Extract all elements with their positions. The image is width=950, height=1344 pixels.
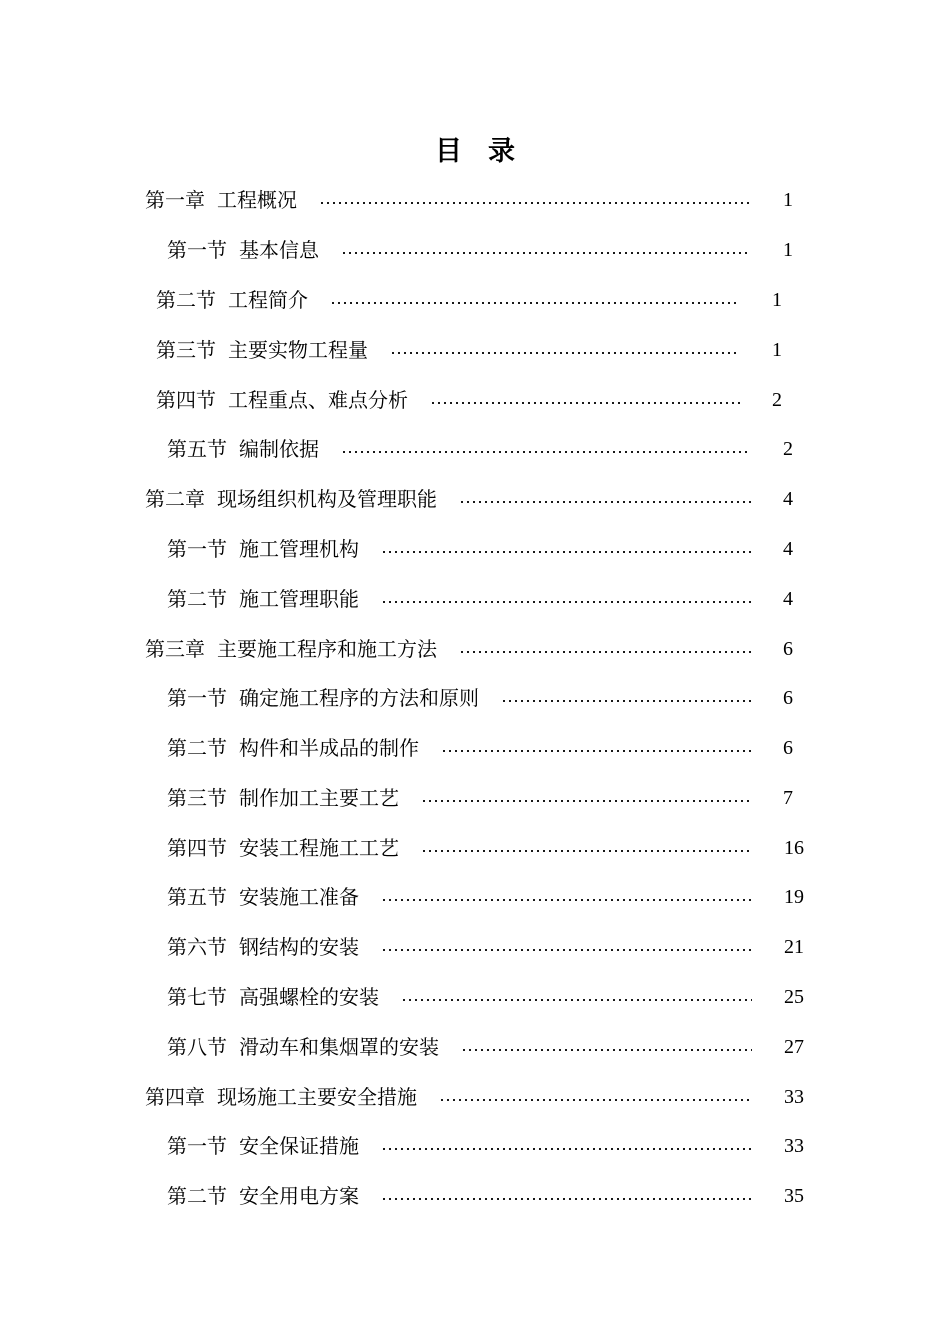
toc-entry-number: 第一节 — [167, 537, 227, 561]
toc-entry-title: 工程重点、难点分析 — [228, 388, 408, 412]
toc-dot-leader — [401, 980, 752, 1014]
toc-page-number: 6 — [783, 737, 793, 759]
toc-entry-number: 第三章 — [145, 637, 205, 661]
toc-entry-number: 第八节 — [167, 1035, 227, 1059]
toc-page-number: 19 — [784, 886, 804, 908]
toc-dot-leader — [390, 333, 740, 367]
toc-entry-section[interactable] — [167, 880, 806, 914]
toc-page-number: 1 — [772, 339, 782, 361]
toc-page-number: 2 — [772, 389, 782, 411]
toc-entry-section[interactable] — [167, 681, 795, 715]
toc-dot-leader — [381, 930, 752, 964]
toc-heading-char-1: 目 — [435, 136, 462, 167]
toc-entry-number: 第一章 — [145, 188, 205, 212]
toc-entry-title: 钢结构的安装 — [239, 935, 359, 959]
toc-entry-section[interactable] — [156, 333, 784, 367]
toc-dot-leader — [319, 183, 751, 217]
toc-page-number: 27 — [784, 1036, 804, 1058]
toc-entry-number: 第三节 — [156, 338, 216, 362]
toc-dot-leader — [381, 582, 751, 616]
toc-entry-title: 工程简介 — [228, 288, 308, 312]
toc-page-number: 33 — [784, 1135, 804, 1157]
toc-dot-leader — [341, 233, 751, 267]
toc-page-number: 4 — [783, 488, 793, 510]
toc-page-number: 4 — [783, 588, 793, 610]
toc-entry-title: 滑动车和集烟罩的安装 — [239, 1035, 439, 1059]
toc-page-number: 33 — [784, 1086, 804, 1108]
toc-heading — [0, 132, 950, 172]
toc-entry-number: 第六节 — [167, 935, 227, 959]
toc-entry-section[interactable] — [156, 283, 784, 317]
toc-entry-title: 制作加工主要工艺 — [239, 786, 399, 810]
toc-page-number: 1 — [783, 189, 793, 211]
toc-page-number: 21 — [784, 936, 804, 958]
toc-dot-leader — [330, 283, 740, 317]
toc-dot-leader — [501, 681, 751, 715]
toc-entry-section[interactable] — [167, 432, 795, 466]
toc-entry-section[interactable] — [167, 930, 806, 964]
toc-dot-leader — [381, 1179, 752, 1213]
toc-entry-number: 第四节 — [167, 836, 227, 860]
toc-entry-section[interactable] — [167, 731, 795, 765]
toc-entry-title: 构件和半成品的制作 — [239, 736, 419, 760]
toc-dot-leader — [461, 1030, 752, 1064]
toc-entry-number: 第一节 — [167, 1134, 227, 1158]
toc-dot-leader — [421, 781, 751, 815]
toc-page-number: 2 — [783, 438, 793, 460]
toc-entry-number: 第七节 — [167, 985, 227, 1009]
toc-page-number: 35 — [784, 1185, 804, 1207]
toc-entry-title: 安装工程施工工艺 — [239, 836, 399, 860]
toc-entry-title: 施工管理机构 — [239, 537, 359, 561]
toc-entry-section[interactable] — [167, 831, 806, 865]
toc-entry-chapter[interactable] — [145, 1080, 806, 1114]
toc-entry-number: 第二章 — [145, 487, 205, 511]
toc-entry-title: 安全用电方案 — [239, 1184, 359, 1208]
toc-entry-number: 第一节 — [167, 686, 227, 710]
toc-entry-section[interactable] — [167, 1179, 806, 1213]
toc-entry-chapter[interactable] — [145, 632, 795, 666]
toc-dot-leader — [381, 880, 752, 914]
toc-dot-leader — [441, 731, 751, 765]
toc-entry-section[interactable] — [167, 1129, 806, 1163]
toc-entry-number: 第二节 — [167, 1184, 227, 1208]
toc-page-number: 7 — [783, 787, 793, 809]
toc-entry-section[interactable] — [156, 383, 784, 417]
toc-entry-title: 现场组织机构及管理职能 — [217, 487, 437, 511]
toc-dot-leader — [381, 532, 751, 566]
toc-dot-leader — [341, 432, 751, 466]
toc-entry-section[interactable] — [167, 980, 806, 1014]
toc-entry-section[interactable] — [167, 1030, 806, 1064]
toc-page-number: 16 — [784, 837, 804, 859]
toc-page-number: 1 — [772, 289, 782, 311]
toc-dot-leader — [381, 1129, 752, 1163]
toc-entry-section[interactable] — [167, 781, 795, 815]
toc-entry-title: 高强螺栓的安装 — [239, 985, 379, 1009]
toc-entry-title: 施工管理职能 — [239, 587, 359, 611]
toc-entry-title: 现场施工主要安全措施 — [217, 1085, 417, 1109]
toc-dot-leader — [439, 1080, 752, 1114]
toc-entry-section[interactable] — [167, 233, 795, 267]
toc-entry-number: 第五节 — [167, 885, 227, 909]
toc-entry-title: 基本信息 — [239, 238, 319, 262]
toc-page-number: 25 — [784, 986, 804, 1008]
toc-dot-leader — [421, 831, 752, 865]
toc-entry-number: 第五节 — [167, 437, 227, 461]
toc-heading-char-2: 录 — [488, 136, 515, 167]
toc-entry-title: 工程概况 — [217, 188, 297, 212]
toc-entry-section[interactable] — [167, 582, 795, 616]
toc-dot-leader — [430, 383, 740, 417]
toc-entry-title: 主要施工程序和施工方法 — [217, 637, 437, 661]
toc-entry-chapter[interactable] — [145, 482, 795, 516]
toc-page-number: 6 — [783, 687, 793, 709]
toc-entry-number: 第三节 — [167, 786, 227, 810]
toc-entry-title: 安装施工准备 — [239, 885, 359, 909]
toc-entry-number: 第二节 — [167, 736, 227, 760]
toc-entry-title: 安全保证措施 — [239, 1134, 359, 1158]
toc-entry-number: 第四节 — [156, 388, 216, 412]
toc-page-number: 6 — [783, 638, 793, 660]
toc-entry-number: 第四章 — [145, 1085, 205, 1109]
toc-entry-chapter[interactable] — [145, 183, 795, 217]
toc-entry-number: 第二节 — [167, 587, 227, 611]
toc-entry-section[interactable] — [167, 532, 795, 566]
toc-entry-title: 编制依据 — [239, 437, 319, 461]
toc-page-number: 1 — [783, 239, 793, 261]
toc-entry-title: 主要实物工程量 — [228, 338, 368, 362]
toc-dot-leader — [459, 482, 751, 516]
toc-entry-number: 第一节 — [167, 238, 227, 262]
toc-dot-leader — [459, 632, 751, 666]
toc-entry-number: 第二节 — [156, 288, 216, 312]
toc-entry-title: 确定施工程序的方法和原则 — [239, 686, 479, 710]
toc-page-number: 4 — [783, 538, 793, 560]
